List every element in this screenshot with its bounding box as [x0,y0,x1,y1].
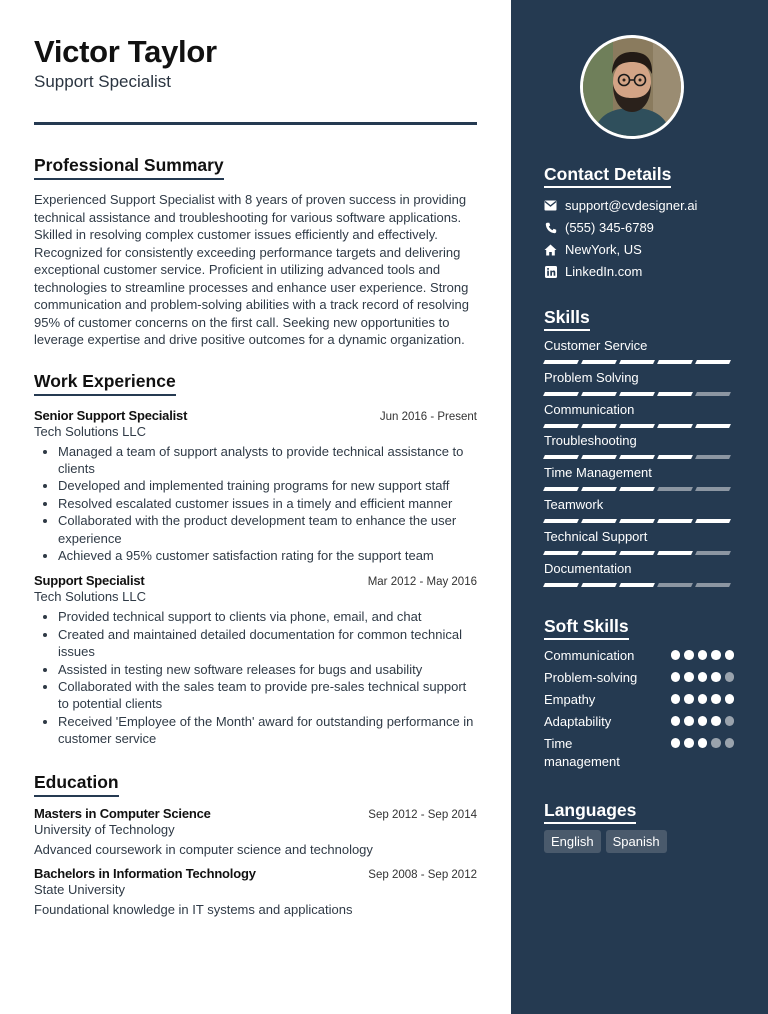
rating-dot [711,738,721,748]
envelope-icon [544,199,557,212]
linkedin-text[interactable]: LinkedIn.com [565,264,643,279]
rating-dot [698,716,708,726]
skill-level-segment [619,551,655,555]
bullet-item: • Resolved escalated customer issues in a timely and efficient manner [58,495,477,512]
skill-label: Teamwork [544,497,604,512]
skill-level-segment [695,487,731,491]
skill-level-segment [619,583,655,587]
bullet-item: • Collaborated with the sales team to provide pre-sales technical support to potential clients [58,678,477,713]
skill-label: Customer Service [544,338,648,353]
skill-level-bar [544,424,734,428]
skill-level-segment [619,360,655,364]
skill-level-segment [657,583,693,587]
skills-title: Skills [544,307,590,331]
job-title: Senior Support Specialist [34,407,188,423]
skill-level-segment [695,392,731,396]
rating-dots [671,650,735,665]
phone-text[interactable]: (555) 345-6789 [565,220,654,235]
skill-level-segment [543,487,579,491]
skill-item [544,338,734,364]
rating-dots [671,738,735,771]
location-text: NewYork, US [565,242,642,257]
skill-level-segment [581,392,617,396]
rating-dot [684,650,694,660]
contact-title: Contact Details [544,164,671,188]
summary-title: Professional Summary [34,155,224,180]
bullet-item: • Managed a team of support analysts to provide technical assistance to clients [58,443,477,478]
rating-dot [725,672,735,682]
skill-item [544,402,734,428]
skill-level-segment [695,583,731,587]
rating-dots [671,672,735,687]
soft-skill-label: Problem-solving [544,670,638,685]
language-tag: English [544,830,601,853]
bullet-item: • Collaborated with the product development team to enhance the user experience [58,512,477,547]
job-bullets [34,443,477,565]
summary-section [34,155,477,349]
skill-level-segment [543,455,579,459]
contact-email[interactable] [544,198,697,213]
experience-title: Work Experience [34,371,176,396]
education-entry [34,866,477,917]
rating-dot [671,672,681,682]
skill-level-segment [619,519,655,523]
bullet-item: • Created and maintained detailed documentation for common technical issues [58,626,477,661]
skill-level-segment [581,551,617,555]
skill-label: Technical Support [544,528,648,544]
skill-level-segment [581,519,617,523]
soft-skill-item [544,713,734,731]
skill-level-segment [695,360,731,364]
skill-level-bar [544,519,734,523]
rating-dot [671,650,681,660]
education-title: Education [34,772,119,797]
skill-level-segment [695,551,731,555]
skill-label: Documentation [544,560,632,576]
skill-level-segment [619,392,655,396]
skill-item [544,433,734,459]
bullet-item: • Provided technical support to clients via phone, email, and chat [58,608,477,625]
job-bullets [34,608,477,747]
skill-level-segment [581,360,617,364]
rating-dot [671,694,681,704]
job-company: Tech Solutions LLC [34,423,147,439]
home-icon [544,243,557,256]
rating-dot [711,672,721,682]
school-name: University of Technology [34,821,175,837]
contact-phone[interactable] [544,220,654,235]
degree-title: Bachelors in Information Technology [34,865,256,881]
experience-section [34,371,477,748]
skill-level-bar [544,487,734,491]
skill-level-segment [657,424,693,428]
job-entry [34,408,477,565]
contact-location [544,242,642,257]
rating-dot [725,738,735,748]
rating-dot [711,694,721,704]
skill-level-segment [543,424,579,428]
skill-level-segment [581,424,617,428]
rating-dot [684,716,694,726]
languages-title: Languages [544,800,636,824]
rating-dot [725,716,735,726]
skill-level-bar [544,392,734,396]
avatar [580,35,684,139]
degree-description: Advanced coursework in computer science and technology [34,841,373,857]
rating-dot [725,694,735,704]
school-name: State University [34,881,126,897]
candidate-role: Support Specialist [34,72,172,91]
skill-label: Problem Solving [544,369,639,385]
profile-photo [583,38,681,136]
skill-level-segment [657,455,693,459]
bullet-item: • Achieved a 95% customer satisfaction rating for the support team [58,547,477,564]
header-divider [34,122,477,125]
skill-item [544,529,734,555]
soft-skill-label: Time management [544,736,620,769]
skill-level-segment [543,360,579,364]
job-company: Tech Solutions LLC [34,589,147,605]
skill-level-segment [657,551,693,555]
rating-dot [698,650,708,660]
rating-dot [684,694,694,704]
phone-icon [544,221,557,234]
skill-level-bar [544,551,734,555]
skill-level-segment [619,455,655,459]
contact-linkedin[interactable] [544,264,642,279]
skill-level-segment [619,424,655,428]
rating-dot [684,738,694,748]
bullet-item: • Developed and implemented training programs for new support staff [58,477,477,494]
skill-level-segment [657,392,693,396]
rating-dot [711,650,721,660]
skill-label: Troubleshooting [544,433,637,449]
rating-dot [698,672,708,682]
skill-level-segment [581,487,617,491]
degree-date: Sep 2008 - Sep 2012 [368,868,477,881]
job-date: Mar 2012 - May 2016 [367,576,477,589]
soft-skill-item [544,647,734,665]
bullet-item: • Assisted in testing new software releases for bugs and usability [58,661,477,678]
rating-dots [671,694,735,709]
soft-skill-label: Communication [544,648,635,663]
skill-item [544,497,734,523]
degree-date: Sep 2012 - Sep 2014 [368,808,477,821]
rating-dot [698,694,708,704]
skill-level-segment [581,583,617,587]
soft-skill-label: Empathy [544,692,596,707]
education-entry [34,806,477,857]
skill-level-segment [581,455,617,459]
degree-description: Foundational knowledge in IT systems and applications [34,901,353,917]
job-title: Support Specialist [34,573,145,589]
education-section [34,772,477,917]
skill-level-segment [619,487,655,491]
skill-label: Communication [544,401,635,417]
skill-level-segment [543,519,579,523]
soft-skill-item [544,691,734,709]
soft-skill-item [544,735,734,771]
email-text[interactable]: support@cvdesigner.ai [565,198,698,213]
skill-level-segment [657,487,693,491]
skill-level-segment [657,519,693,523]
sidebar [511,0,768,1014]
languages-list [544,830,667,853]
skill-level-segment [657,360,693,364]
skill-item [544,465,734,491]
skill-level-bar [544,583,734,587]
bullet-item: • Received 'Employee of the Month' award for outstanding performance in customer service [58,713,477,748]
soft-skill-item [544,669,734,687]
skill-level-segment [543,392,579,396]
rating-dots [671,716,735,731]
language-tag: Spanish [606,830,667,853]
rating-dot [684,672,694,682]
candidate-name: Victor Taylor [34,34,217,69]
skill-level-bar [544,455,734,459]
skill-level-bar [544,360,734,364]
rating-dot [671,716,681,726]
soft-skill-label: Adaptability [544,714,612,729]
rating-dot [671,738,681,748]
skill-level-segment [695,519,731,523]
skill-item [544,561,734,587]
summary-text: Experienced Support Specialist with 8 years of proven success in providing technical assistance and troubleshooting for various software applications. Skilled in resolving complex customer issues efficiently and effectively. Recognized for consistently exceeding performance targets and delivering exceptional customer service. Proficient in utilizing advanced tools and technologies to streamline processes and enhance user experience. Strong communication and problem-solving abilities with a track record of resolving 95% of customer concerns on the first call. Seeking new opportunities to leverage expertise and drive positive outcomes for a dynamic organization. [34,192,469,347]
skill-item [544,370,734,396]
rating-dot [698,738,708,748]
rating-dot [711,716,721,726]
degree-title: Masters in Computer Science [34,805,211,821]
skill-level-segment [695,424,731,428]
skill-level-segment [695,455,731,459]
rating-dot [725,650,735,660]
job-date: Jun 2016 - Present [379,410,477,423]
skill-level-segment [543,583,579,587]
skill-level-segment [543,551,579,555]
soft-skills-title: Soft Skills [544,616,629,640]
skill-label: Time Management [544,465,652,481]
linkedin-icon [544,265,557,278]
job-entry [34,573,477,747]
